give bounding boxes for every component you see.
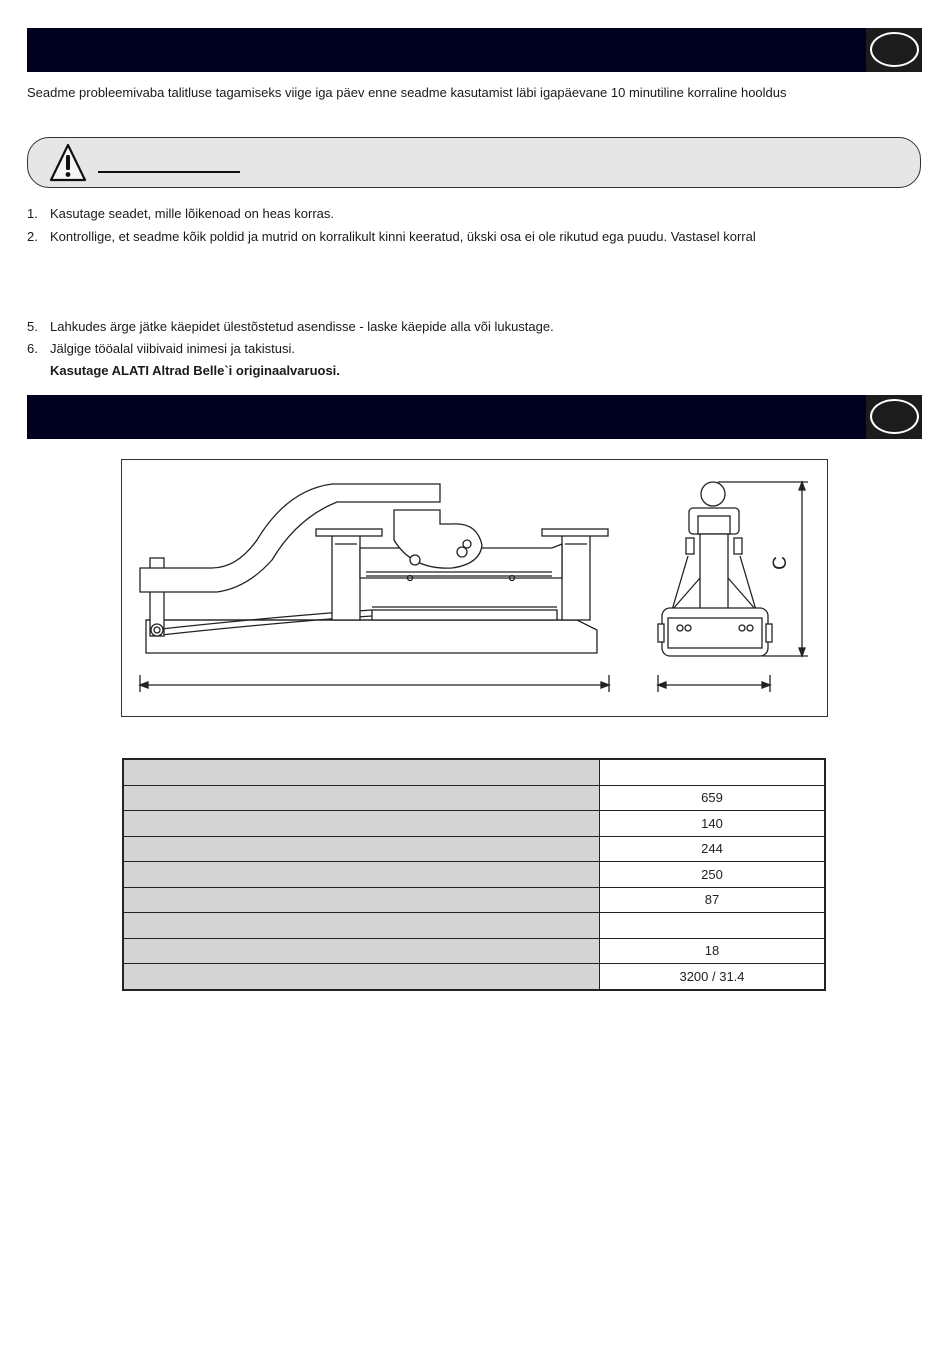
spec-label-cell [123, 811, 600, 837]
table-row [123, 785, 825, 811]
language-oval-icon [870, 399, 919, 434]
language-oval-icon [870, 32, 919, 67]
spec-value-cell: 659 [600, 785, 826, 811]
block-splitter-drawing [122, 460, 827, 716]
spec-label-cell [123, 836, 600, 862]
spec-value-cell: 87 [600, 887, 826, 913]
warning-box [27, 137, 921, 188]
language-badge [866, 28, 922, 72]
spec-value-cell: 244 [600, 836, 826, 862]
spec-value-cell [600, 913, 826, 939]
spec-value-cell: 250 [600, 862, 826, 888]
list-number: 1. [27, 206, 38, 221]
intro-text: Seadme probleemivaba talitluse tagamiseks viige iga päev enne seadme kasutamist läbi igapäevane 10 minutiline korraline hooldus [27, 85, 787, 100]
table-row [123, 759, 825, 785]
spec-value-cell: 3200 / 31.4 [600, 964, 826, 990]
spec-value-cell: 18 [600, 938, 826, 964]
list-item [27, 206, 334, 221]
section-header-bar [27, 395, 922, 439]
list-number: 6. [27, 341, 38, 356]
machine-dimension-drawing [121, 459, 828, 717]
spec-value-cell [600, 759, 826, 785]
language-badge [866, 395, 922, 439]
table-row [123, 913, 825, 939]
section-header-bar [27, 28, 922, 72]
list-item [27, 229, 756, 244]
spec-label-cell [123, 862, 600, 888]
table-row [123, 811, 825, 837]
warning-title-underline [98, 171, 240, 173]
spec-label-cell [123, 964, 600, 990]
list-number: 5. [27, 319, 38, 334]
dimension-label-c: C [769, 556, 791, 570]
spec-label-cell [123, 759, 600, 785]
table-row [123, 887, 825, 913]
table-row [123, 836, 825, 862]
spec-label-cell [123, 938, 600, 964]
list-text: Jälgige tööalal viibivaid inimesi ja takistusi. [50, 341, 295, 356]
list-item [27, 319, 554, 334]
list-number: 2. [27, 229, 38, 244]
spec-label-cell [123, 887, 600, 913]
spec-label-cell [123, 913, 600, 939]
spec-value-cell: 140 [600, 811, 826, 837]
list-text: Kontrollige, et seadme kõik poldid ja mutrid on korralikult kinni keeratud, ükski osa ei ole rikutud ega puudu. Vastasel korral [50, 229, 756, 244]
specifications-table [122, 758, 826, 991]
table-row [123, 862, 825, 888]
spec-label-cell [123, 785, 600, 811]
original-parts-note: Kasutage ALATI Altrad Belle`i originaalvaruosi. [50, 363, 340, 378]
list-text: Lahkudes ärge jätke käepidet ülestõstetud asendisse - laske käepide alla või lukustage. [50, 319, 554, 334]
table-row [123, 938, 825, 964]
list-text: Kasutage seadet, mille lõikenoad on heas korras. [50, 206, 335, 221]
table-row [123, 964, 825, 990]
warning-triangle-icon [48, 142, 88, 184]
list-item [27, 341, 295, 356]
